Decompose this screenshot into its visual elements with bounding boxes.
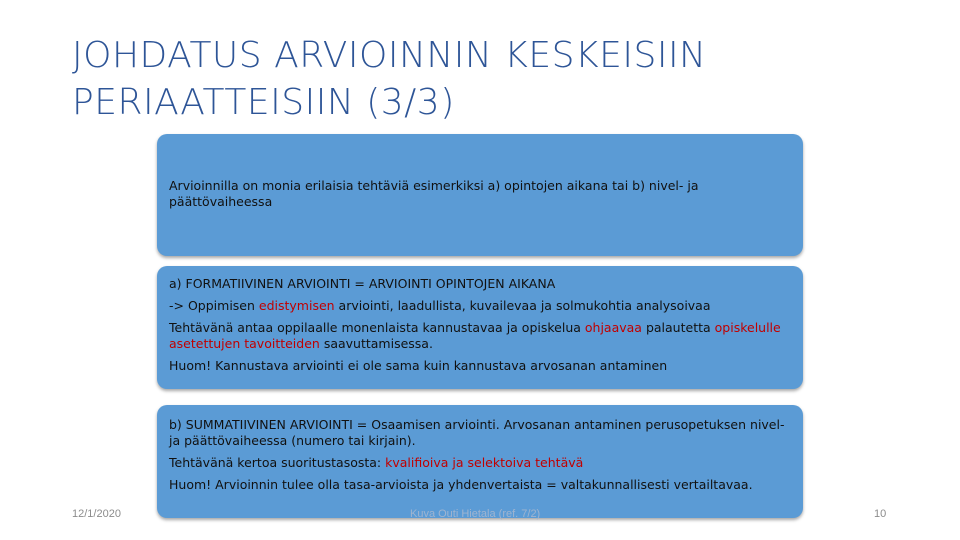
formative-line2 — [169, 320, 791, 352]
formative-box — [157, 266, 803, 389]
formative-line1-text: -> Oppimisen — [169, 298, 259, 313]
formative-line1-highlight: edistymisen — [258, 298, 335, 313]
intro-text: Arvioinnilla on monia erilaisia tehtäviä esimerkiksi a) opintojen aikana tai b) nivel- ja päättövaiheessa — [169, 178, 699, 209]
formative-note: Huom! Kannustava arviointi ei ole sama kuin kannustava arvosanan antaminen — [169, 358, 668, 373]
formative-line2-highlight2: opiskelulle asetettujen tavoitteiden — [169, 320, 781, 351]
formative-line1 — [169, 298, 791, 314]
footer-center-text: Kuva Outi Hietala (ref. 7/2) — [410, 508, 541, 520]
summative-box — [157, 405, 803, 518]
intro-box — [157, 134, 803, 256]
formative-line2-text: Tehtävänä antaa oppilaalle monenlaista kannustavaa ja opiskelua — [169, 320, 585, 335]
summative-line1-text: Tehtävänä kertoa suoritustasosta: — [169, 455, 386, 470]
formative-line2-highlight1: ohjaavaa — [584, 320, 642, 335]
formative-heading: a) FORMATIIVINEN ARVIOINTI = ARVIOINTI OPINTOJEN AIKANA — [169, 276, 556, 291]
summative-line1-highlight: kvalifioiva ja selektoiva tehtävä — [385, 455, 584, 470]
slide-title — [72, 32, 892, 126]
footer-page-number: 10 — [874, 508, 887, 520]
formative-line2-text-end: saavuttamisessa. — [319, 336, 433, 351]
slide-title-line1: JOHDATUS ARVIOINNIN KESKEISIIN — [72, 35, 707, 76]
slide-title-line2: PERIAATTEISIIN (3/3) — [72, 82, 455, 123]
summative-line1 — [169, 455, 791, 471]
footer-date: 12/1/2020 — [72, 508, 121, 520]
formative-line1-text-end: arviointi, laadullista, kuvailevaa ja solmukohtia analysoivaa — [334, 298, 711, 313]
formative-line2-text-mid: palautetta — [641, 320, 715, 335]
summative-heading: b) SUMMATIIVINEN ARVIOINTI = Osaamisen arviointi. Arvosanan antaminen perusopetuksen nivel-ja päättövaiheessa (numero tai kirjain). — [169, 417, 785, 448]
summative-note: Huom! Arvioinnin tulee olla tasa-arvioista ja yhdenvertaista = valtakunnallisesti vertailtavaa. — [169, 477, 753, 492]
